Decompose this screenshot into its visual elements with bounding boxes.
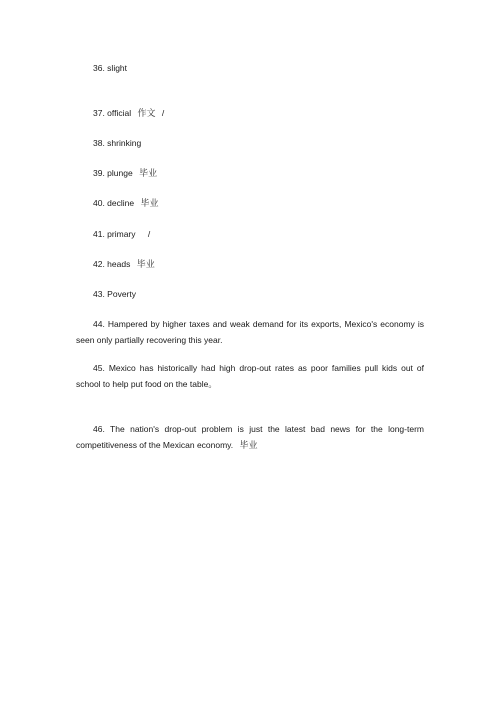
answer-42-text: 42. heads bbox=[93, 259, 131, 269]
answer-41-mark: / bbox=[147, 229, 151, 239]
answer-38-text: 38. shrinking bbox=[93, 138, 142, 148]
answer-36-text: 36. slight bbox=[93, 63, 128, 73]
answer-41 bbox=[93, 229, 150, 240]
answer-38 bbox=[93, 138, 141, 149]
paragraph-46 bbox=[76, 421, 424, 454]
paragraph-46-text: 46. The nation's drop-out problem is just the latest bad news for the long-term competitiveness of the Mexican economy. bbox=[76, 424, 424, 450]
paragraph-44-text: 44. Hampered by higher taxes and weak demand for its exports, Mexico's economy is seen only partially recovering this year. bbox=[76, 319, 424, 345]
answer-43 bbox=[93, 289, 136, 300]
answer-42 bbox=[93, 259, 155, 271]
paragraph-45-text: 45. Mexico has historically had high drop-out rates as poor families pull kids out of school to help put food on the table。 bbox=[76, 363, 424, 389]
answer-37-text: 37. official bbox=[93, 108, 132, 118]
answer-41-text: 41. primary bbox=[93, 229, 136, 239]
answer-37 bbox=[93, 108, 164, 120]
answer-37-mark: / bbox=[161, 108, 165, 118]
answer-40 bbox=[93, 198, 159, 210]
answer-39-note: 毕业 bbox=[139, 169, 158, 179]
paragraph-46-note: 毕业 bbox=[239, 441, 258, 451]
answer-43-text: 43. Poverty bbox=[93, 289, 136, 299]
paragraph-44 bbox=[76, 316, 424, 348]
answer-37-note: 作文 bbox=[137, 109, 156, 119]
paragraph-45 bbox=[76, 360, 424, 392]
answer-39 bbox=[93, 168, 157, 180]
answer-39-text: 39. plunge bbox=[93, 168, 133, 178]
answer-40-text: 40. decline bbox=[93, 198, 135, 208]
answer-40-note: 毕业 bbox=[140, 199, 159, 209]
answer-36 bbox=[93, 63, 127, 74]
answer-42-note: 毕业 bbox=[136, 260, 155, 270]
